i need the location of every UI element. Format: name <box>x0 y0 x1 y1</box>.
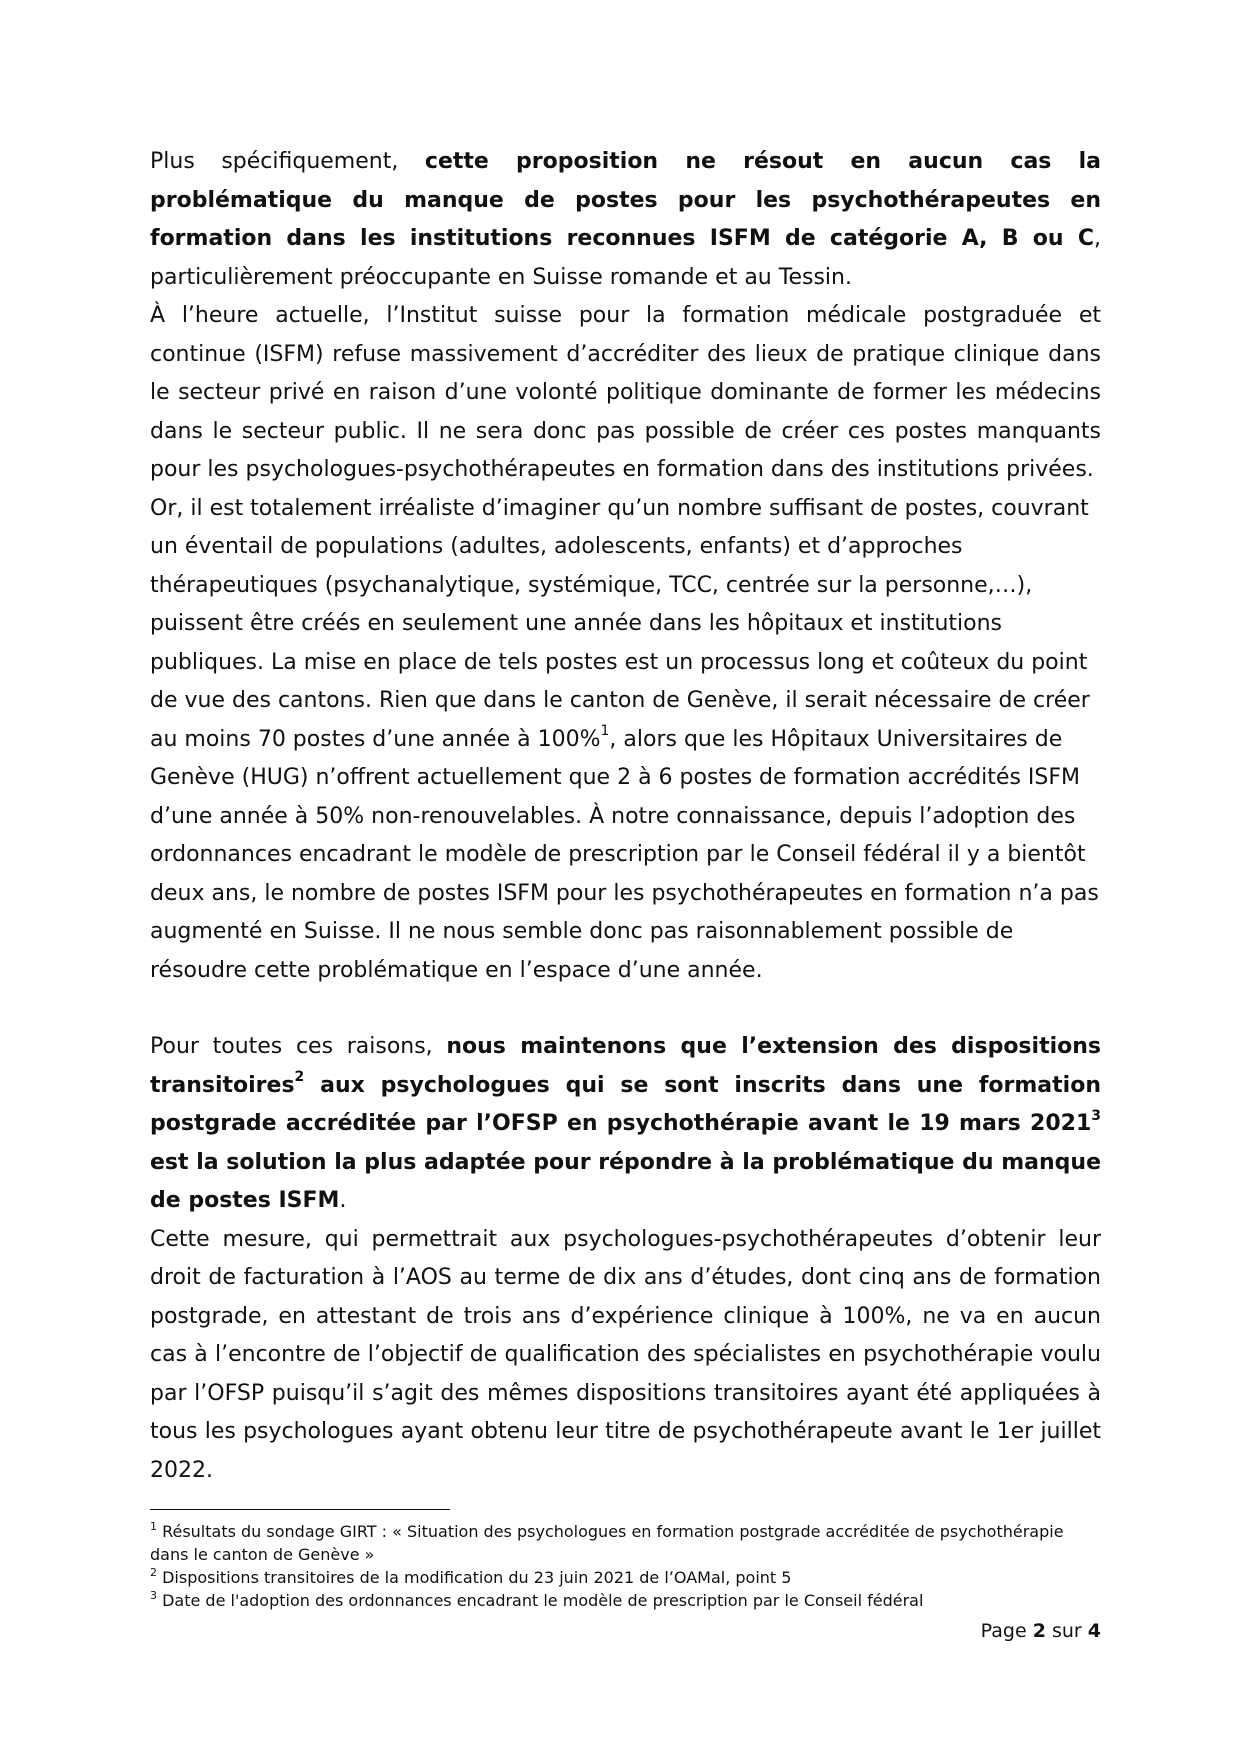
bold-statement: cette proposition ne résout en aucun cas la problématique du manque de postes pour les psychothérapeutes en formation dans les institutions reconnues ISFM de catégorie A, B ou C <box>150 149 1101 251</box>
footnote-ref-3: 3 <box>1091 1107 1101 1124</box>
footnote-ref-1: 1 <box>600 723 610 740</box>
paragraph-2: À l’heure actuelle, l’Institut suisse pour la formation médicale postgraduée et continue (ISFM) refuse massivement d’accréditer des lieux de pratique clinique dans le secteur privé en raison d’une volonté politique dominante de former les médecins dans le secteur public. Il ne sera donc pas possible de créer ces postes manquants pour les psychologues-psychothérapeutes en formation dans des institutions privées. <box>150 303 1101 482</box>
footnote-separator <box>150 1509 450 1510</box>
footnote-2: $^2$ Dispositions transitoires de la modification du 23 juin 2021 de l’OAMal, point 5 <box>150 1565 792 1587</box>
footnotes <box>150 1520 1101 1612</box>
paragraph-3: Or, il est totalement irréaliste d’imaginer qu’un nombre suffisant de postes, couvrant un éventail de populations (adultes, adolescents, enfants) et d’approches thérapeutiques (psychanalytique, systémique, TCC, centrée sur la personne,…), puissent être créés en seulement une année dans les hôpitaux et institutions publiques. La mise en place de tels postes est un processus long et coûteux du point de vue des cantons. Rien que dans le canton de Genève, il serait nécessaire de créer au moins 70 postes d’une année à 100%$^1$, alors que les Hôpitaux Universitaires de Genève (HUG) n’offrent actuellement que 2 à 6 postes de formation accrédités ISFM d’une année à 50% non-renouvelables. À notre connaissance, depuis l’adoption des ordonnances encadrant le modèle de prescription par le Conseil fédéral il y a bientôt deux ans, le nombre de postes ISFM pour les psychothérapeutes en formation n’a pas augmenté en Suisse. Il ne nous semble donc pas raisonnablement possible de résoudre cette problématique en l’espace d’une année. <box>150 495 1099 983</box>
paragraph-4: Pour toutes ces raisons, nous maintenons que l’extension des dispositions transitoires$^2$ aux psychologues qui se sont inscrits dans une formation postgrade accréditée par l’OFSP en psychothérapie avant le 19 mars 2021$^3$ est la solution la plus adaptée pour répondre à la problématique du manque de postes ISFM. <box>150 1034 1101 1213</box>
paragraph-5: Cette mesure, qui permettrait aux psychologues-psychothérapeutes d’obtenir leur droit de facturation à l’AOS au terme de dix ans d’études, dont cinq ans de formation postgrade, en attestant de trois ans d’expérience clinique à 100%, ne va en aucun cas à l’encontre de l’objectif de qualification des spécialistes en psychothérapie voulu par l’OFSP puisqu’il s’agit des mêmes dispositions transitoires ayant été appliquées à tous les psychologues ayant obtenu leur titre de psychothérapeute avant le 1er juillet 2022. <box>150 1226 1101 1483</box>
bold-conclusion: nous maintenons que l’extension des dispositions transitoires$^2$ aux psychologues qui se sont inscrits dans une formation postgrade accréditée par l’OFSP en psychothérapie avant le 19 mars 2021$^3$ est la solution la plus adaptée pour répondre à la problématique du manque de postes ISFM <box>150 1034 1101 1213</box>
body-text <box>150 143 1101 1490</box>
footnote-1: $^1$ Résultats du sondage GIRT : « Situation des psychologues en formation postgrade accréditée de psychothérapie dans le canton de Genève » <box>150 1519 1064 1564</box>
page-number: Page 2 sur 4 <box>980 1620 1101 1642</box>
paragraph-1: Plus spécifiquement, cette proposition ne résout en aucun cas la problématique du manque de postes pour les psychothérapeutes en formation dans les institutions reconnues ISFM de catégorie A, B ou C, particulièrement préoccupante en Suisse romande et au Tessin. <box>150 149 1101 290</box>
footnote-ref-2: 2 <box>294 1069 305 1086</box>
footnote-3: $^3$ Date de l'adoption des ordonnances encadrant le modèle de prescription par le Conseil fédéral <box>150 1588 924 1610</box>
